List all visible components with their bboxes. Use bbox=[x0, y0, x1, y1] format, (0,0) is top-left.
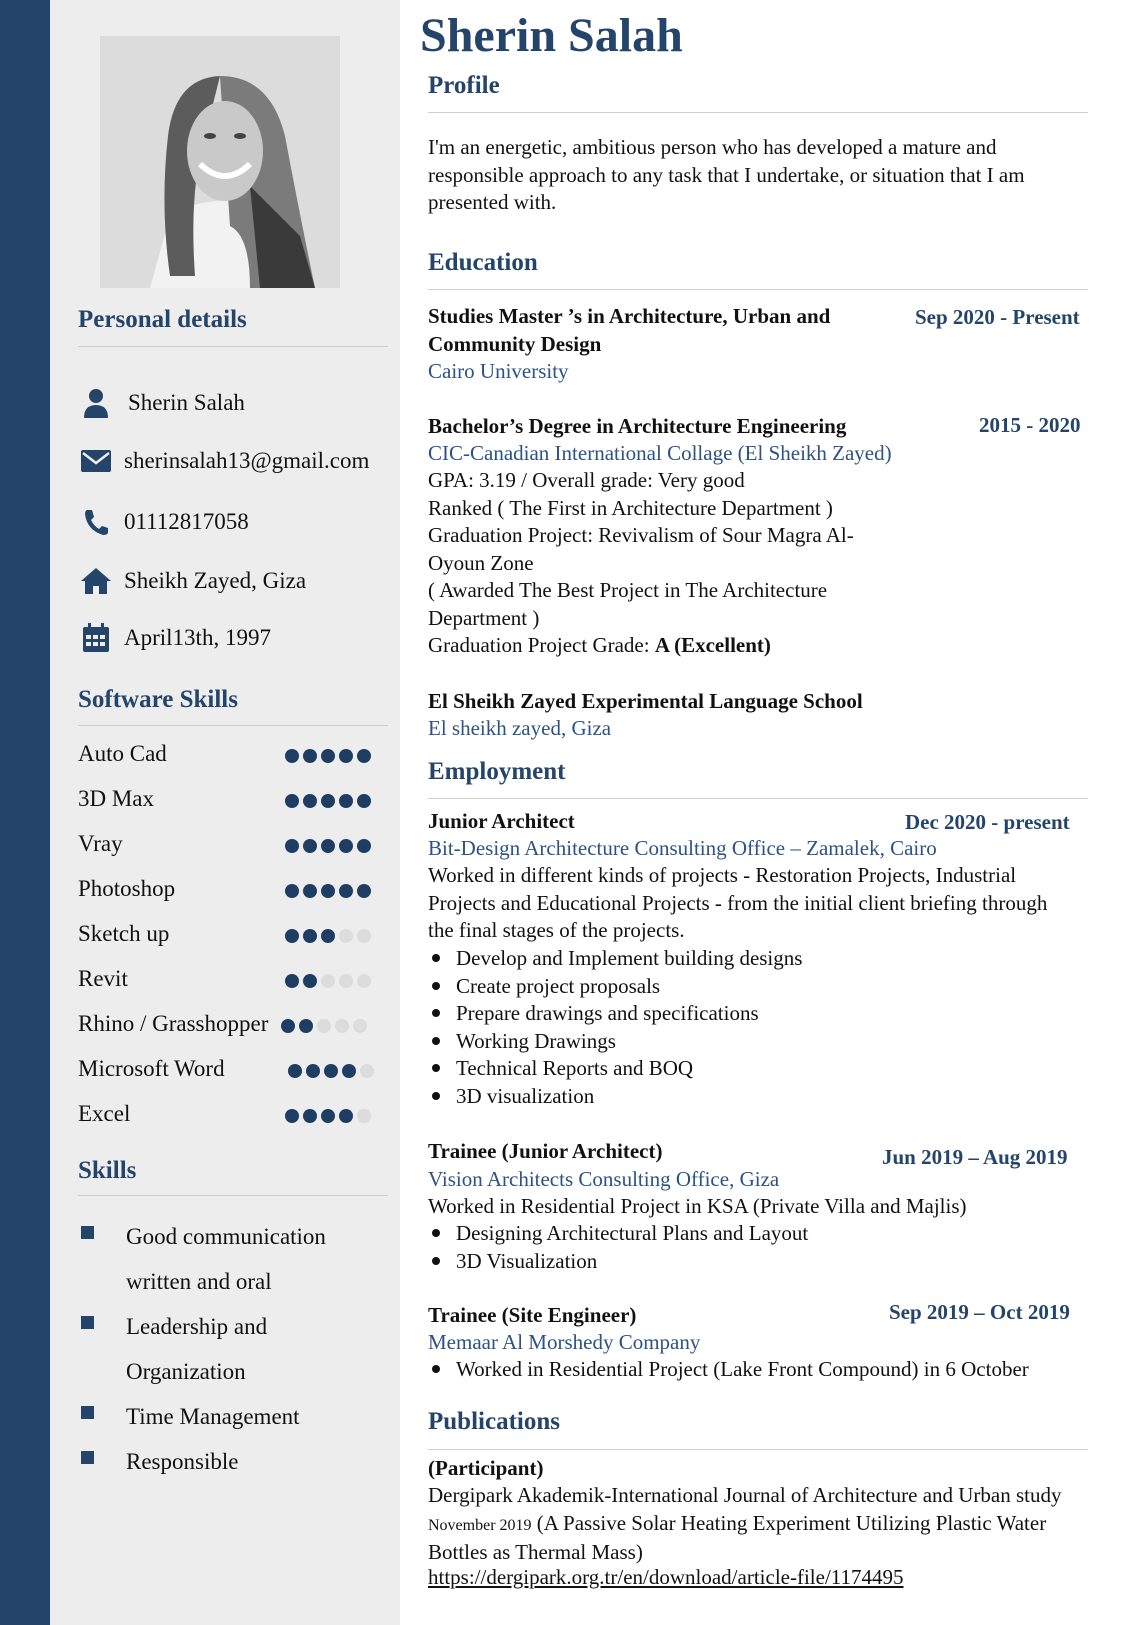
rating-dot-filled bbox=[285, 839, 299, 853]
list-item: Develop and Implement building designs bbox=[428, 945, 802, 973]
list-item: Prepare drawings and specifications bbox=[428, 1000, 802, 1028]
square-bullet-icon bbox=[81, 1226, 94, 1239]
publication-link[interactable]: https://dergipark.org.tr/en/download/article-file/1174495 bbox=[428, 1565, 904, 1589]
divider bbox=[428, 798, 1088, 799]
software-skill-name: Sketch up bbox=[78, 921, 170, 946]
education-degree: El Sheikh Zayed Experimental Language School bbox=[428, 689, 863, 713]
education-date: Sep 2020 - Present bbox=[915, 305, 1080, 329]
software-skill-name: Photoshop bbox=[78, 876, 176, 901]
software-skill-row bbox=[78, 735, 378, 775]
rating-dot-filled bbox=[324, 1064, 338, 1078]
list-item: 3D Visualization bbox=[428, 1248, 808, 1276]
job-bullet-list bbox=[428, 1356, 1029, 1384]
education-detail: Ranked ( The First in Architecture Department ) bbox=[428, 496, 833, 520]
skill-rating bbox=[285, 1109, 371, 1123]
square-bullet-icon bbox=[81, 1406, 94, 1419]
skill-rating bbox=[285, 884, 371, 898]
page-title: Sherin Salah bbox=[420, 9, 683, 62]
skill-rating bbox=[285, 974, 371, 988]
rating-dot-filled bbox=[285, 794, 299, 808]
divider bbox=[78, 1195, 388, 1196]
education-institution: El sheikh zayed, Giza bbox=[428, 716, 612, 740]
rating-dot-filled bbox=[306, 1064, 320, 1078]
list-item: Working Drawings bbox=[428, 1028, 802, 1056]
personal-phone-row bbox=[76, 502, 249, 542]
skill-rating bbox=[285, 749, 371, 763]
rating-dot-filled bbox=[357, 749, 371, 763]
rating-dot-filled bbox=[321, 839, 335, 853]
skills-title: Skills bbox=[78, 1157, 137, 1184]
calendar-icon bbox=[76, 618, 116, 658]
job-company: Memaar Al Morshedy Company bbox=[428, 1330, 701, 1354]
education-institution: CIC-Canadian International Collage (El Sheikh Zayed) bbox=[428, 441, 892, 465]
rating-dot-filled bbox=[299, 1019, 313, 1033]
rating-dot-filled bbox=[303, 749, 317, 763]
software-skill-name: Vray bbox=[78, 831, 123, 856]
job-description: Worked in Residential Project in KSA (Private Villa and Majlis) bbox=[428, 1194, 967, 1218]
divider bbox=[78, 346, 388, 347]
rating-dot-filled bbox=[303, 794, 317, 808]
list-item: Technical Reports and BOQ bbox=[428, 1055, 802, 1083]
skill-rating bbox=[285, 839, 371, 853]
employment-title: Employment bbox=[428, 758, 566, 785]
job-date: Sep 2019 – Oct 2019 bbox=[889, 1300, 1070, 1324]
list-item: Create project proposals bbox=[428, 973, 802, 1001]
rating-dot-empty bbox=[353, 1019, 367, 1033]
job-bullet-list bbox=[428, 1220, 808, 1275]
rating-dot-empty bbox=[357, 929, 371, 943]
divider bbox=[428, 1449, 1088, 1450]
square-bullet-icon bbox=[81, 1316, 94, 1329]
rating-dot-empty bbox=[335, 1019, 349, 1033]
job-bullet-list bbox=[428, 945, 802, 1110]
education-date: 2015 - 2020 bbox=[979, 413, 1081, 437]
skill-rating bbox=[285, 794, 371, 808]
software-skill-name: Rhino / Grasshopper bbox=[78, 1011, 269, 1036]
software-skill-row bbox=[78, 870, 378, 910]
left-accent-stripe bbox=[0, 0, 50, 1625]
publication-role: (Participant) bbox=[428, 1456, 544, 1480]
education-grade: Graduation Project Grade: A (Excellent) bbox=[428, 633, 771, 657]
job-date: Jun 2019 – Aug 2019 bbox=[882, 1145, 1068, 1169]
rating-dot-filled bbox=[339, 884, 353, 898]
rating-dot-filled bbox=[357, 884, 371, 898]
rating-dot-filled bbox=[321, 794, 335, 808]
rating-dot-filled bbox=[303, 1109, 317, 1123]
rating-dot-empty bbox=[339, 929, 353, 943]
software-skill-row bbox=[78, 825, 378, 865]
list-item: 3D visualization bbox=[428, 1083, 802, 1111]
rating-dot-empty bbox=[339, 974, 353, 988]
rating-dot-filled bbox=[339, 749, 353, 763]
skill-rating bbox=[281, 1019, 367, 1033]
personal-name: Sherin Salah bbox=[128, 390, 245, 415]
education-title: Education bbox=[428, 249, 538, 276]
rating-dot-filled bbox=[303, 929, 317, 943]
rating-dot-filled bbox=[285, 1109, 299, 1123]
job-company: Bit-Design Architecture Consulting Office – Zamalek, Cairo bbox=[428, 836, 937, 860]
publications-title: Publications bbox=[428, 1408, 560, 1435]
profile-text: I'm an energetic, ambitious person who has developed a mature and responsible approach to any task that I undertake, or situation that I am presented with. bbox=[428, 135, 1025, 214]
personal-email[interactable]: sherinsalah13@gmail.com bbox=[124, 448, 370, 473]
job-description: Worked in different kinds of projects - Restoration Projects, Industrial Projects and Educational Projects - from the initial client briefing through the final stages of the projects. bbox=[428, 863, 1048, 942]
personal-name-row bbox=[76, 383, 245, 423]
personal-birthday: April13th, 1997 bbox=[124, 625, 271, 650]
software-skill-row bbox=[78, 1050, 378, 1090]
list-item: Worked in Residential Project (Lake Front Compound) in 6 October bbox=[428, 1356, 1029, 1384]
rating-dot-filled bbox=[303, 974, 317, 988]
personal-address: Sheikh Zayed, Giza bbox=[124, 568, 307, 593]
rating-dot-empty bbox=[357, 974, 371, 988]
rating-dot-filled bbox=[285, 929, 299, 943]
rating-dot-empty bbox=[360, 1064, 374, 1078]
rating-dot-filled bbox=[321, 1109, 335, 1123]
personal-phone: 01112817058 bbox=[124, 509, 249, 534]
personal-birthday-row bbox=[76, 618, 271, 658]
education-detail: GPA: 3.19 / Overall grade: Very good bbox=[428, 468, 745, 492]
education-institution: Cairo University bbox=[428, 359, 569, 383]
software-skill-row bbox=[78, 915, 378, 955]
job-role: Junior Architect bbox=[428, 809, 575, 833]
rating-dot-filled bbox=[321, 929, 335, 943]
skill-rating bbox=[285, 929, 371, 943]
divider bbox=[78, 725, 388, 726]
personal-email-row bbox=[76, 441, 369, 481]
publication-text: Dergipark Akademik-International Journal of Architecture and Urban study November 2019 (A Passive Solar Heating Experiment Utilizing Plastic Water Bottles as Thermal Mass) bbox=[428, 1483, 1062, 1564]
job-company: Vision Architects Consulting Office, Giza bbox=[428, 1167, 780, 1191]
personal-details-title: Personal details bbox=[78, 306, 247, 333]
rating-dot-filled bbox=[339, 839, 353, 853]
person-icon bbox=[76, 383, 116, 423]
education-degree: Studies Master ’s in Architecture, Urban and Community Design bbox=[428, 304, 831, 356]
rating-dot-filled bbox=[342, 1064, 356, 1078]
rating-dot-filled bbox=[285, 884, 299, 898]
software-skill-row bbox=[78, 1095, 378, 1135]
software-skill-name: 3D Max bbox=[78, 786, 155, 811]
rating-dot-empty bbox=[317, 1019, 331, 1033]
rating-dot-filled bbox=[288, 1064, 302, 1078]
software-skill-name: Excel bbox=[78, 1101, 131, 1126]
software-skills-title: Software Skills bbox=[78, 686, 238, 713]
education-detail: ( Awarded The Best Project in The Architecture Department ) bbox=[428, 578, 828, 630]
rating-dot-filled bbox=[321, 749, 335, 763]
job-role: Trainee (Site Engineer) bbox=[428, 1303, 637, 1327]
rating-dot-empty bbox=[321, 974, 335, 988]
software-skill-name: Auto Cad bbox=[78, 741, 167, 766]
rating-dot-filled bbox=[285, 974, 299, 988]
software-skill-row bbox=[78, 1005, 378, 1045]
rating-dot-filled bbox=[321, 884, 335, 898]
rating-dot-filled bbox=[303, 884, 317, 898]
software-skill-name: Microsoft Word bbox=[78, 1056, 225, 1081]
rating-dot-empty bbox=[357, 1109, 371, 1123]
divider bbox=[428, 112, 1088, 113]
square-bullet-icon bbox=[81, 1451, 94, 1464]
list-item: Designing Architectural Plans and Layout bbox=[428, 1220, 808, 1248]
rating-dot-filled bbox=[339, 794, 353, 808]
job-date: Dec 2020 - present bbox=[905, 810, 1070, 834]
education-degree: Bachelor’s Degree in Architecture Engineering bbox=[428, 414, 847, 438]
software-skill-row bbox=[78, 960, 378, 1000]
rating-dot-filled bbox=[303, 839, 317, 853]
divider bbox=[428, 289, 1088, 290]
phone-icon bbox=[76, 502, 116, 542]
rating-dot-filled bbox=[285, 749, 299, 763]
skill-rating bbox=[288, 1064, 374, 1078]
software-skill-row bbox=[78, 780, 378, 820]
profile-photo bbox=[100, 36, 340, 288]
education-detail: Graduation Project: Revivalism of Sour Magra Al-Oyoun Zone bbox=[428, 523, 854, 575]
personal-address-row bbox=[76, 561, 306, 601]
profile-title: Profile bbox=[428, 72, 500, 99]
rating-dot-filled bbox=[281, 1019, 295, 1033]
envelope-icon bbox=[76, 441, 116, 481]
rating-dot-filled bbox=[357, 794, 371, 808]
rating-dot-filled bbox=[357, 839, 371, 853]
home-icon bbox=[76, 561, 116, 601]
software-skill-name: Revit bbox=[78, 966, 128, 991]
job-role: Trainee (Junior Architect) bbox=[428, 1139, 663, 1163]
rating-dot-filled bbox=[339, 1109, 353, 1123]
